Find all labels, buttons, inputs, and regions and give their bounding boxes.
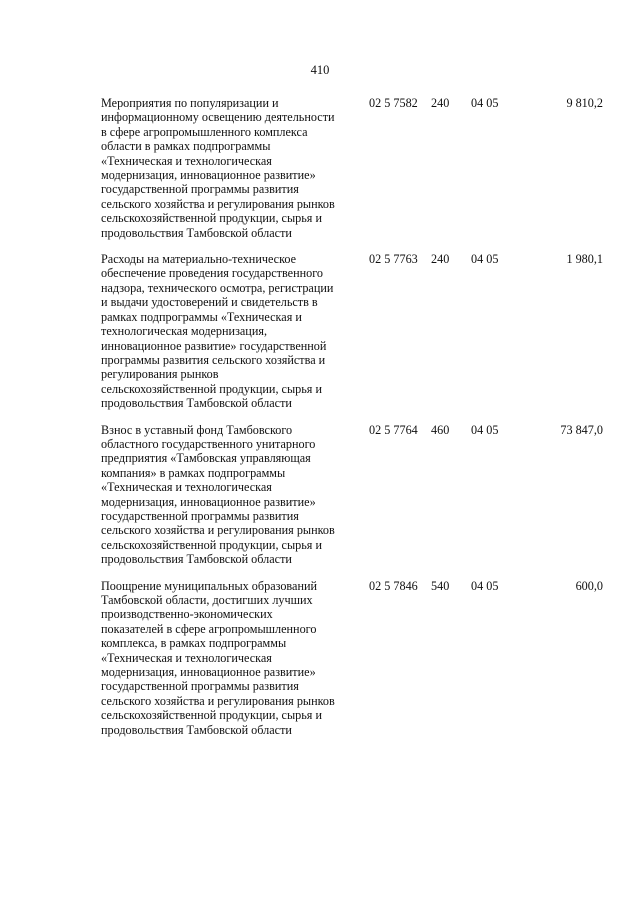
row-target-article-code: 02 5 7582 <box>369 96 418 110</box>
row-description: Мероприятия по популяризации и информационному освещению деятельности в сфере агропромышленного комплекса области в рамках подпрограммы «Техническая и технологическая модернизация, инновационное развитие» государственной программы развития сельского хозяйства и регулирования рынков сельскохозяйственной продукции, сырья и продовольствия Тамбовской области <box>101 96 335 240</box>
row-section-code: 04 05 <box>471 96 499 110</box>
row-amount: 73 847,0 <box>560 422 603 437</box>
row-expense-type-code: 460 <box>431 422 450 437</box>
page-number: 410 <box>310 63 330 77</box>
table-row <box>101 96 603 240</box>
row-amount: 600,0 <box>575 578 603 593</box>
row-description: Взнос в уставный фонд Тамбовского областного государственного унитарного предприятия «Тамбовская управляющая компания» в рамках подпрограммы «Техническая и технологическая модернизация, инновационное развитие» государственной программы развития сельского хозяйства и регулирования рынков сельскохозяйственной продукции, сырья и продовольствия Тамбовской области <box>101 422 335 567</box>
row-expense-type-code: 540 <box>431 578 450 593</box>
row-expense-type-code: 240 <box>431 96 450 110</box>
row-amount: 9 810,2 <box>566 96 603 110</box>
row-section-code: 04 05 <box>471 422 499 437</box>
row-target-article-code: 02 5 7763 <box>369 252 418 267</box>
table-row <box>101 423 603 567</box>
row-description: Расходы на материально-техническое обеспечение проведения государственного надзора, технического осмотра, регистрации и выдачи удостоверений и свидетельств в рамках подпрограммы «Техническая и технологическая модернизация, инновационное развитие» государственной программы развития сельского хозяйства и регулирования рынков сельскохозяйственной продукции, сырья и продовольствия Тамбовской области <box>101 252 334 411</box>
budget-table <box>101 96 603 749</box>
table-row <box>101 252 603 410</box>
table-row <box>101 579 603 737</box>
row-section-code: 04 05 <box>471 578 499 593</box>
row-target-article-code: 02 5 7846 <box>369 578 418 593</box>
row-section-code: 04 05 <box>471 252 499 267</box>
row-amount: 1 980,1 <box>566 252 603 267</box>
row-expense-type-code: 240 <box>431 252 450 267</box>
row-target-article-code: 02 5 7764 <box>369 422 418 437</box>
row-description: Поощрение муниципальных образований Тамбовской области, достигших лучших производственно-экономических показателей в сфере агропромышленного комплекса, в рамках подпрограммы «Техническая и технологическая модернизация, инновационное развитие» государственной программы развития сельского хозяйства и регулирования рынков сельскохозяйственной продукции, сырья и продовольствия Тамбовской области <box>101 578 335 737</box>
